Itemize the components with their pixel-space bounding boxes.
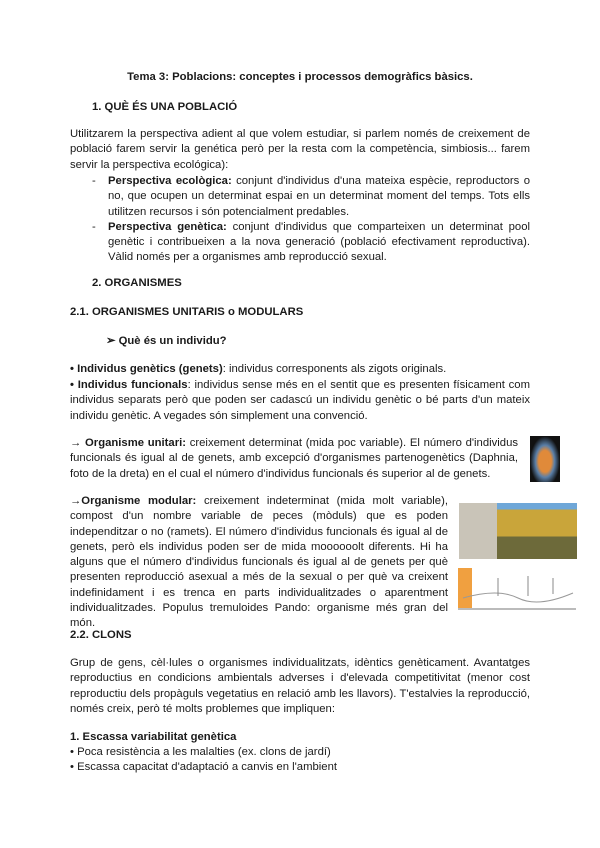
clons-problem-list: [70, 745, 337, 776]
definition: creixement indeterminat (mida molt variable), compost d'un nombre variable de peces (mòduls) que es poden independitzar o no (ramets). El número d'individus funcionals és igual al de genets, però els individus poden ser de mida moooooolt diferents. Hi ha alguns que el número d'individus funcionals és igual al de genets per què presenten reproducció asexual a més de la sexual o per què va creixent indefinidament i es trenca en parts individualitzades o aparentment individualitzades. Populus tremuloides Pando: organisme més gran del món.: [70, 495, 448, 630]
term: → Organisme unitari:: [70, 437, 187, 449]
clons-list-heading: 1. Escassa variabilitat genètica: [70, 731, 237, 743]
modular-paragraph: [70, 494, 448, 632]
aspen-forest-photo: [459, 503, 577, 559]
term: • Individus funcionals: [70, 379, 188, 391]
list-item: • Escassa capacitat d'adaptació a canvis en l'ambient: [70, 761, 337, 774]
term: Perspectiva ecològica:: [108, 175, 232, 187]
clonal-root-diagram: [458, 568, 576, 610]
perspective-list: [70, 174, 530, 266]
unitari-paragraph: [70, 436, 518, 482]
intro-paragraph: Utilitzarem la perspectiva adient al que volem estudiar, si parlem només de creixement de població farem servir la genética però per la resta com la competència, simbiosis... farem servir la perspectiva ecológica):: [70, 128, 530, 171]
definition: conjunt d'individus que comparteixen un determinat pool genètic i contribueixen a la nova generació (població efectivament reproductiva). Vàlid només per a organismes amb reproducció sexual.: [108, 220, 530, 264]
document-title: Tema 3: Poblacions: conceptes i processos demogràfics bàsics.: [127, 71, 473, 83]
definition: conjunt d'individus d'una mateixa espècie, reproductors o no, que ocupen un determinat espai en un determinat moment del temps. Tots ells utilitzen recursos i són potencialment predables.: [108, 175, 530, 218]
list-item: - Perspectiva ecològica: conjunt d'individus d'una mateixa espècie, reproductors o no, que ocupen un determinat espai en un determinat moment del temps. Tots ells utilitzen recursos i són potencialment predables.: [92, 175, 530, 218]
list-item: • Poca resistència a les malalties (ex. clons de jardí): [70, 746, 331, 758]
heading-organismes: 2. ORGANISMES: [92, 277, 182, 289]
clons-paragraph: Grup de gens, cèl·lules o organismes individualitzats, idèntics genèticament. Avantatges reproductius en condicions ambientals adverses i d'elevada competitivitat (menor cost reproductiu dels propàguls vegetatius en relació amb les llavors). T'estalvies la reproducció, només creix, però té molts problemes que impliquen:: [70, 657, 530, 715]
genets-paragraph: [70, 362, 530, 377]
term: →Organisme modular:: [70, 495, 197, 507]
definition: : individus corresponents als zigots originals.: [222, 363, 447, 375]
definition: creixement determinat (mida poc variable). El número d'individus funcionals és igual al de genets, amb excepció d'organismes partenogenètics (Daphnia, foto de la dreta) en el cual el número d'individus funcionals és superior al de genets.: [70, 437, 519, 480]
term: Perspectiva genètica:: [108, 220, 227, 233]
heading-que-es-individu: ➢ Què és un individu?: [106, 335, 227, 347]
definition: : individus sense més en el sentit que es presenten físicament com individus separats però que poden ser cadascú un individu genètic o bé parts d'un mateix individu genètic. A vegades són simplement una convenció.: [70, 379, 530, 422]
daphnia-photo: [530, 436, 560, 482]
list-item: - Perspectiva genètica: conjunt d'individus que comparteixen un determinat pool genètic i contribueixen a la nova generació (població efectivament reproductiva). Vàlid només per a organismes amb reproducció sexual.: [92, 220, 530, 264]
root-system-drawing: [458, 568, 576, 608]
funcionals-paragraph: [70, 378, 530, 424]
heading-unitaris-modulars: 2.1. ORGANISMES UNITARIS o MODULARS: [70, 306, 304, 318]
heading-que-es-poblacio: 1. QUÈ ÉS UNA POBLACIÓ: [92, 101, 238, 113]
heading-clons: 2.2. CLONS: [70, 629, 132, 641]
term: • Individus genètics (genets): [70, 363, 223, 375]
